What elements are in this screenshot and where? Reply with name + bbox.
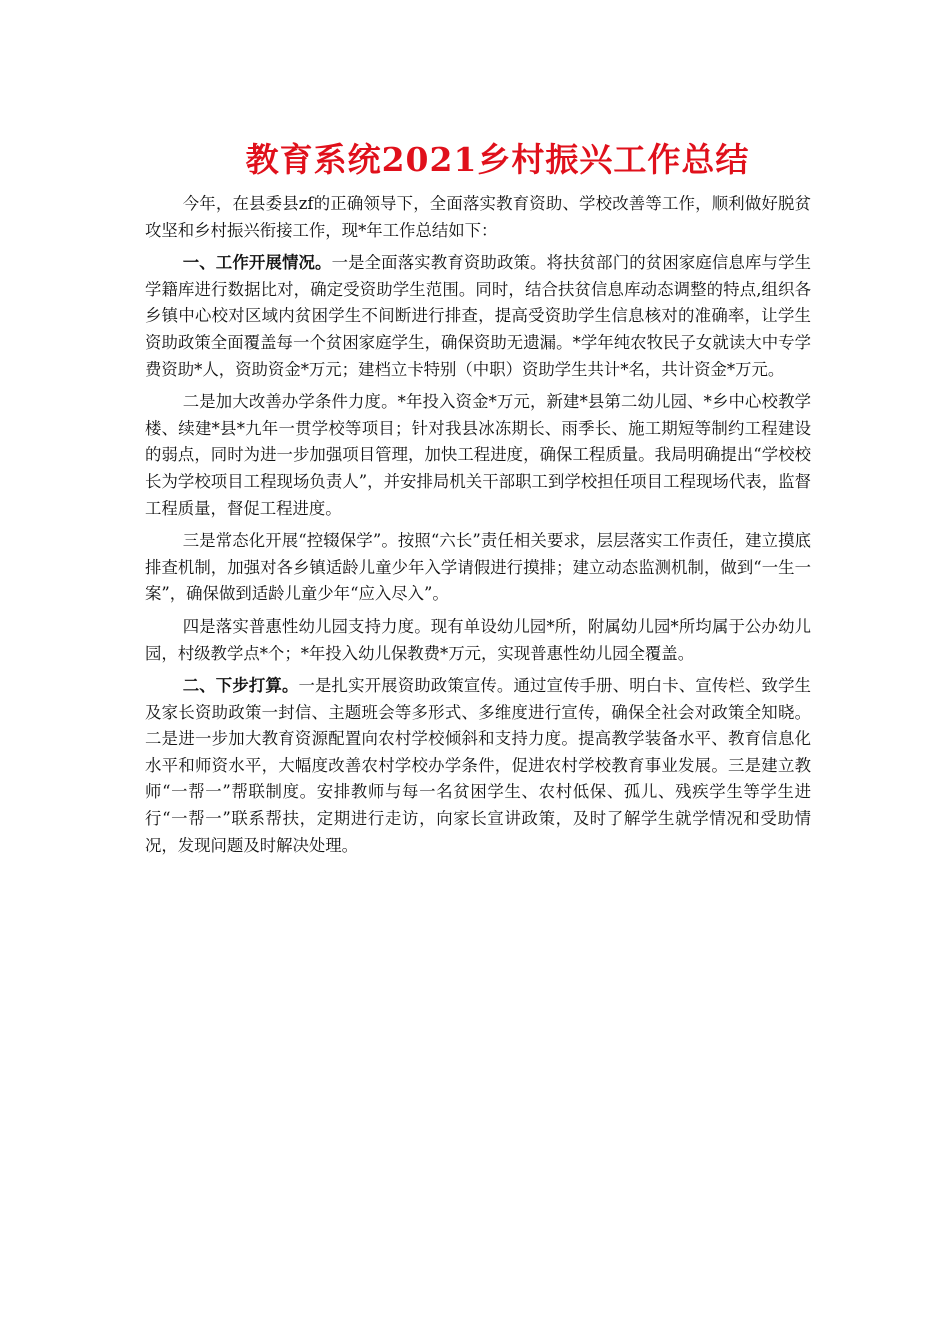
section-one-text: 一是全面落实教育资助政策。将扶贫部门的贫困家庭信息库与学生学籍库进行数据比对，确定受资助学生范围。同时，结合扶贫信息库动态调整的特点,组织各乡镇中心校对区域内贫困学生不间断进行排查，提高受资助学生信息核对的准确率，让学生资助政策全面覆盖每一个贫困家庭学生，确保资助无遗漏。*学年纯农牧民子女就读大中专学费资助*人，资助资金*万元；建档立卡特别（中职）资助学生共计*名，共计资金*万元。 [145,253,812,379]
document-title: 教育系统2021乡村振兴工作总结 [245,140,750,179]
facility-improvement-paragraph [145,389,811,522]
section-one-heading: 一、工作开展情况。 [182,253,332,273]
section-two-paragraph [145,673,811,859]
intro-paragraph [145,191,811,244]
section-two-heading: 二、下步打算。 [182,676,299,696]
intro-text: 今年，在县委县zf的正确领导下，全面落实教育资助、学校改善等工作，顺利做好脱贫攻坚和乡村振兴衔接工作，现*年工作总结如下： [145,194,811,240]
section-two-text: 一是扎实开展资助政策宣传。通过宣传手册、明白卡、宣传栏、致学生及家长资助政策一封信、主题班会等多形式、多维度进行宣传，确保全社会对政策全知晓。二是进一步加大教育资源配置向农村学校倾斜和支持力度。提高教学装备水平、教育信息化水平和师资水平，大幅度改善农村学校办学条件，促进农村学校教育事业发展。三是建立教师“一帮一”帮联制度。安排教师与每一名贫困学生、农村低保、孤儿、残疾学生等学生进行“一帮一”联系帮扶，定期进行走访，向家长宣讲政策，及时了解学生就学情况和受助情况，发现问题及时解决处理。 [145,676,812,855]
document-body [145,191,811,865]
kindergarten-support-paragraph [145,614,811,667]
section-one-paragraph [145,250,811,383]
facility-improvement-text: 二是加大改善办学条件力度。*年投入资金*万元，新建*县第二幼儿园、*乡中心校教学楼、续建*县*九年一贯学校等项目；针对我县冰冻期长、雨季长、施工期短等制约工程建设的弱点，同时为进一步加强项目管理，加快工程进度，确保工程质量。我局明确提出“学校校长为学校项目工程现场负责人”，并安排局机关干部职工到学校担任项目工程现场代表，监督工程质量，督促工程进度。 [145,392,811,518]
dropout-control-paragraph [145,528,811,608]
kindergarten-support-text: 四是落实普惠性幼儿园支持力度。现有单设幼儿园*所，附属幼儿园*所均属于公办幼儿园，村级教学点*个；*年投入幼儿保教费*万元，实现普惠性幼儿园全覆盖。 [145,616,811,663]
dropout-control-text: 三是常态化开展“控辍保学”。按照“六长”责任相关要求，层层落实工作责任，建立摸底排查机制，加强对各乡镇适龄儿童少年入学请假进行摸排；建立动态监测机制，做到“一生一案”，确保做到适龄儿童少年“应入尽入”。 [145,531,811,604]
